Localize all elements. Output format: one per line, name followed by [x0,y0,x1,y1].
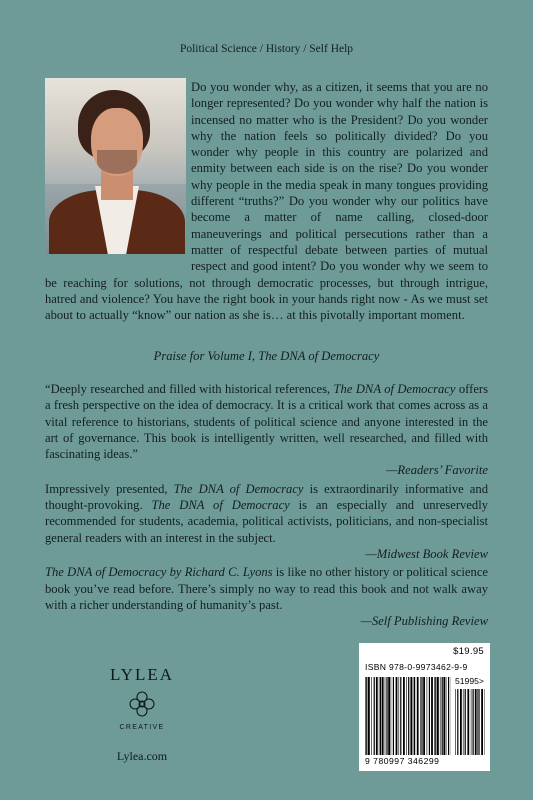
review-source: —Self Publishing Review [360,614,488,629]
price-label: $19.95 [453,646,484,657]
review-source: —Readers’ Favorite [386,463,488,478]
review-source: —Midwest Book Review [365,546,488,561]
category-line: Political Science / History / Self Help [179,43,354,55]
addon-bars [455,689,485,755]
praise-heading: Praise for Volume I, The DNA of Democracy [153,349,380,363]
barcode-bars [365,677,451,755]
review-quote: “Deeply researched and filled with historical references, The DNA of Democracy offers a fresh perspective on the idea of democracy. It is a critical work that comes across as a vital reference to historians, students of political science and anyone interested in the art of governance. This book is intelligently written, well researched, and filled with fascinating ideas.” [45,382,489,462]
publisher-name: LYLEA [109,665,174,684]
isbn-label: ISBN 978-0-9973462-9-9 [365,662,468,672]
review-quote: The DNA of Democracy by Richard C. Lyons is like no other history or political science book you’ve read before. There’s simply no way to read this book and not walk away with a richer understanding of humanity’s past. [45,565,488,612]
review-quote: Impressively presented, The DNA of Democracy is extraordinarily informative and thought-provoking. The DNA of Democracy is an especially and unreservedly recommended for students, academia, political activists, politicians, and non-specialist general readers with an interest in the subject. [45,481,488,545]
barcode-digits: 9 780997 346299 [365,756,440,766]
publisher-website: Lylea.com [116,749,168,763]
isbn-barcode [359,643,490,771]
publisher-logo [102,665,182,764]
review-quotes [45,381,488,631]
blurb-paragraph: Do you wonder why, as a citizen, it seems that you are no longer represented? Do you wonder why half the nation is incensed no matter who is the President? Do you wonder why the nation feels so politically divided? Do you wonder why people in this country are polarized and enmity between each side is on the rise? Do you wonder why people in the media speak in many tongues providing different “truths?” Do you wonder why our politics have become a matter of name calling, closed-door maneuverings and political persecutions rather than a matter of respectful debate between parties of mutual respect and good intent? Do you wonder why we seem to be reaching for solutions, not through democratic processes, but through intrigue, hatred and violence? You have the right book in your hands right now - As we must set about to actually “know” our nation as she is… at this pivotally important moment. [45,80,488,323]
knot-icon [129,691,155,717]
publisher-sub: CREATIVE [119,724,165,731]
addon-code: 51995> [455,676,484,686]
